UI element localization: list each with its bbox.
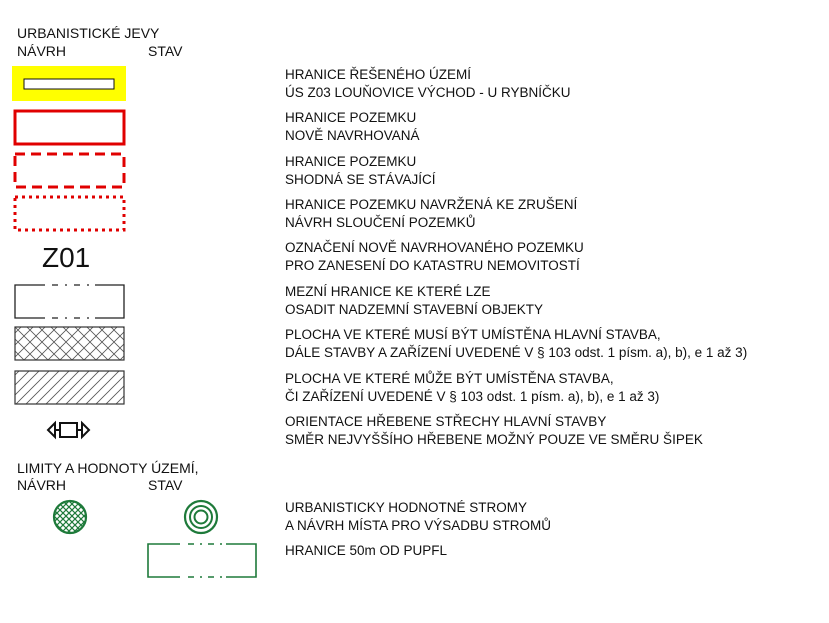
legend-entry-existing-parcel — [285, 153, 436, 189]
legend-entry-building-limit — [285, 283, 543, 319]
legend-line-2: NOVĚ NAVRHOVANÁ — [285, 128, 420, 143]
legend-line-2: DÁLE STAVBY A ZAŘÍZENÍ UVEDENÉ V § 103 odst. 1 písm. a), b), e 1 až 3) — [285, 345, 748, 360]
section-title-urban: URBANISTICKÉ JEVY — [17, 25, 160, 41]
main-building-area-symbol — [15, 327, 124, 360]
legend-entry-cancelled-parcel — [285, 196, 577, 232]
legend-line-1: OZNAČENÍ NOVĚ NAVRHOVANÉHO POZEMKU — [285, 240, 584, 255]
column-header-stav-limits: STAV — [148, 477, 183, 493]
legend-line-1: HRANICE POZEMKU NAVRŽENÁ KE ZRUŠENÍ — [285, 197, 578, 212]
section-title-limits: LIMITY A HODNOTY ÚZEMÍ, — [17, 460, 199, 476]
legend-line-2: ÚS Z03 LOUŇOVICE VÝCHOD - U RYBNÍČKU — [285, 85, 571, 100]
legend-entry-study-area — [285, 66, 571, 102]
legend-line-1: ORIENTACE HŘEBENE STŘECHY HLAVNÍ STAVBY — [285, 414, 607, 429]
legend-entry-forest-buffer — [285, 542, 447, 560]
parcel-code-label: Z01 — [42, 242, 91, 273]
legend-entry-main-building-area — [285, 326, 747, 362]
new-parcel-boundary-symbol — [15, 111, 124, 144]
legend-entry-roof-ridge — [285, 413, 703, 449]
legend-line-2: SHODNÁ SE STÁVAJÍCÍ — [285, 172, 436, 187]
building-limit-line-symbol — [15, 285, 124, 318]
legend-line-2: A NÁVRH MÍSTA PRO VÝSADBU STROMŮ — [285, 518, 552, 533]
legend-line-2: PRO ZANESENÍ DO KATASTRU NEMOVITOSTÍ — [285, 258, 580, 273]
legend-line-2: OSADIT NADZEMNÍ STAVEBNÍ OBJEKTY — [285, 302, 544, 317]
legend-line-1: HRANICE 50m OD PUPFL — [285, 543, 448, 558]
legend-line-1: PLOCHA VE KTERÉ MŮŽE BÝT UMÍSTĚNA STAVBA, — [285, 371, 614, 386]
column-header-navrh-limits: NÁVRH — [17, 477, 67, 493]
legend-entry-trees — [285, 499, 551, 535]
legend-line-2: ČI ZAŘÍZENÍ UVEDENÉ V § 103 odst. 1 písm. a), b), e 1 až 3) — [285, 389, 660, 404]
legend-line-1: MEZNÍ HRANICE KE KTERÉ LZE — [285, 284, 491, 299]
study-area-boundary-symbol — [12, 66, 126, 101]
existing-parcel-boundary-symbol — [15, 154, 124, 187]
forest-buffer-boundary-symbol — [148, 544, 256, 577]
legend-line-1: PLOCHA VE KTERÉ MUSÍ BÝT UMÍSTĚNA HLAVNÍ STAVBA, — [285, 327, 661, 342]
legend-line-1: URBANISTICKY HODNOTNÉ STROMY — [285, 500, 528, 515]
legend-line-2: SMĚR NEJVYŠŠÍHO HŘEBENE MOŽNÝ POUZE VE SMĚRU ŠIPEK — [285, 432, 703, 447]
cancelled-parcel-boundary-symbol — [15, 197, 124, 230]
optional-building-area-symbol — [15, 371, 124, 404]
legend-line-1: HRANICE POZEMKU — [285, 154, 417, 169]
column-header-stav: STAV — [148, 43, 183, 59]
legend-entry-optional-building-area — [285, 370, 659, 406]
legend-line-2: NÁVRH SLOUČENÍ POZEMKŮ — [285, 215, 476, 230]
column-header-navrh: NÁVRH — [17, 43, 67, 59]
legend-entry-new-parcel — [285, 109, 420, 145]
proposed-tree-symbol — [54, 501, 86, 533]
legend-entry-parcel-code — [285, 239, 584, 275]
legend-line-1: HRANICE POZEMKU — [285, 110, 417, 125]
legend-line-1: HRANICE ŘEŠENÉHO ÚZEMÍ — [285, 67, 472, 82]
double-arrow-icon — [48, 423, 89, 437]
existing-tree-symbol — [185, 501, 217, 533]
